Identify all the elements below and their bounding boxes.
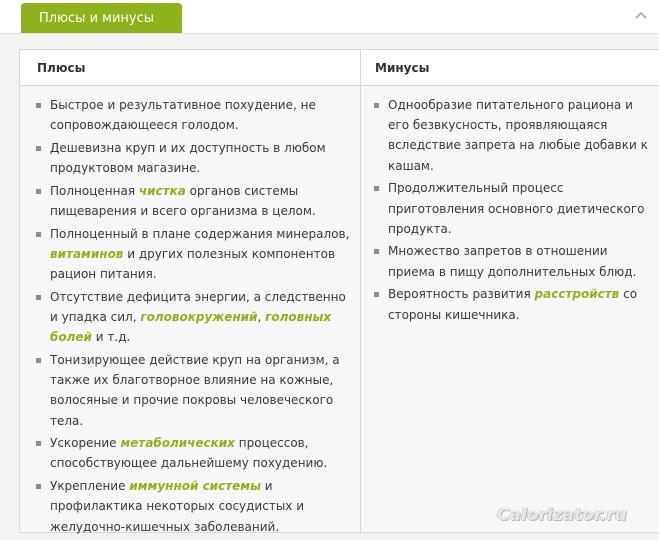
item-text: , bbox=[257, 310, 266, 325]
cons-list bbox=[373, 95, 655, 327]
list-item bbox=[35, 476, 353, 537]
list-item bbox=[35, 95, 353, 135]
header-cons: Минусы bbox=[375, 61, 430, 75]
pros-list bbox=[35, 95, 353, 539]
header-pros: Плюсы bbox=[37, 61, 86, 75]
item-text: Быстрое и результативное похудение, не сопровождающееся голодом. bbox=[50, 98, 316, 133]
list-item bbox=[373, 95, 655, 176]
item-text: Полноценная bbox=[50, 183, 139, 198]
list-item bbox=[35, 287, 353, 348]
term-link[interactable]: метаболических bbox=[120, 436, 235, 451]
item-text: Вероятность развития bbox=[388, 287, 535, 302]
item-text: Тонизирующее действие круп на организм, а также их благотворное влияние на кожные, волосяные и прочие покровы человеческого тела. bbox=[50, 352, 340, 428]
list-item bbox=[35, 224, 353, 285]
item-text: и профилактика некоторых сосудистых и желудочно-кишечных заболеваний. bbox=[50, 479, 305, 534]
term-link[interactable]: чистка bbox=[138, 183, 186, 198]
item-text: Отсутствие дефицита энергии, а следственно и упадка сил, bbox=[50, 289, 346, 325]
column-divider bbox=[360, 50, 361, 534]
list-item bbox=[373, 178, 655, 239]
term-link[interactable]: головокружений bbox=[140, 310, 258, 325]
item-text: и других полезных компонентов рацион питания. bbox=[50, 246, 336, 282]
term-link[interactable]: иммунной системы bbox=[129, 479, 261, 494]
list-item bbox=[35, 138, 353, 178]
watermark: Calorizator.ru bbox=[497, 505, 627, 525]
item-text: Полноценный в плане содержания минералов, bbox=[50, 226, 350, 241]
chevron-up-icon[interactable] bbox=[630, 4, 652, 26]
item-text: Продолжительный процесс приготовления основного диетического продукта. bbox=[388, 181, 645, 236]
tab-label: Плюсы и минусы bbox=[39, 10, 155, 26]
item-text: и т.д. bbox=[91, 330, 131, 345]
item-text: Дешевизна круп и их доступность в любом продуктовом магазине. bbox=[50, 140, 326, 176]
list-item bbox=[35, 181, 353, 221]
pros-cons-table bbox=[19, 49, 659, 533]
table-header bbox=[20, 50, 659, 86]
list-item bbox=[373, 241, 655, 281]
item-text: органов системы пищеварения и всего организма в целом. bbox=[50, 183, 316, 219]
list-item bbox=[35, 350, 353, 431]
term-link[interactable]: головных болей bbox=[50, 310, 332, 345]
item-text: процессов, способствующее дальнейшему похудению. bbox=[50, 436, 328, 471]
list-item bbox=[373, 284, 655, 324]
item-text: Укрепление bbox=[50, 479, 130, 494]
term-link[interactable]: витаминов bbox=[50, 246, 124, 261]
item-text: Ускорение bbox=[50, 436, 121, 451]
term-link[interactable]: расстройств bbox=[534, 287, 620, 302]
item-text: Однообразие питательного рациона и его безвкусность, проявляющаяся вследствие запрета на любые добавки к кашам. bbox=[388, 98, 648, 173]
item-text: Множество запретов в отношении приема в пищу дополнительных блюд. bbox=[388, 244, 637, 279]
list-item bbox=[35, 433, 353, 473]
content-panel bbox=[0, 33, 659, 540]
tab-pros-cons[interactable] bbox=[21, 3, 182, 33]
item-text: со стороны кишечника. bbox=[388, 287, 638, 322]
